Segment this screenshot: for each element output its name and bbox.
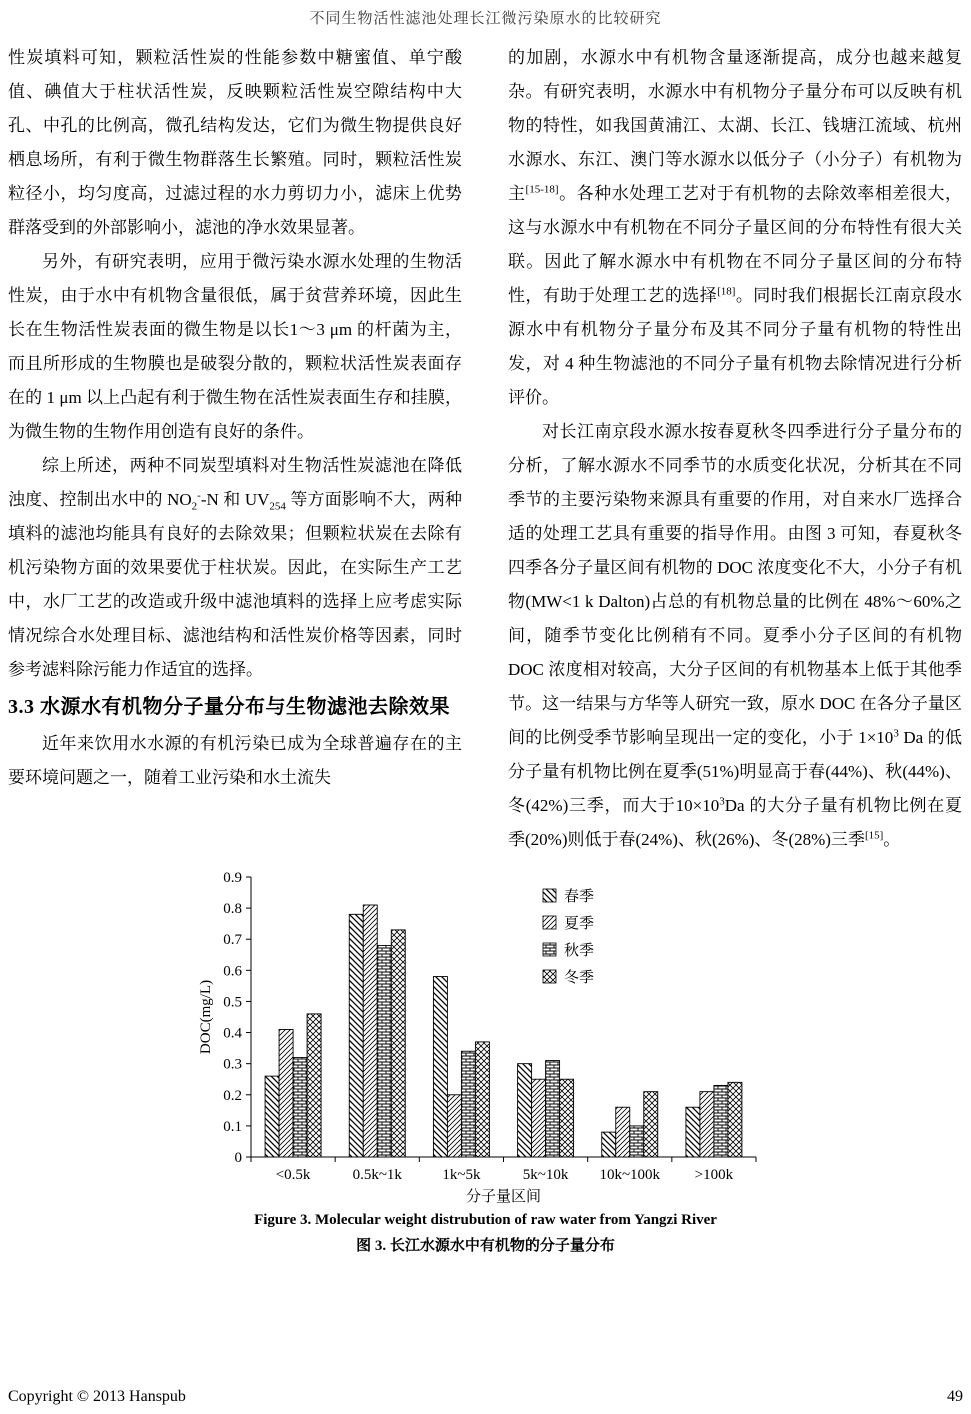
paragraph-text: 另外，有研究表明，应用于微污染水源水处理的生物活性炭，由于水中有机物含量很低，属于贫营养环境，因此生长在生物活性炭表面的微生物是以长1～3 μm 的杆菌为主，而且所形成的生物膜也是破裂分散的，颗粒状活性炭表面存在的 1 μm 以上凸起有利于微生物在活性炭表面生存和挂膜，为微生物的生物作用创造有良好的条件。	[8, 252, 462, 441]
figure-3	[0, 869, 971, 1255]
chart-plot-area	[198, 870, 756, 1204]
svg-text:0.4: 0.4	[222, 1025, 242, 1042]
page-number: 49	[947, 1388, 963, 1405]
svg-text:0.6: 0.6	[222, 963, 242, 980]
figure-caption-en: Figure 3. Molecular weight distrubution of raw water from Yangzi River	[254, 1212, 717, 1228]
left-column	[8, 41, 462, 857]
section-heading: 3.3 水源水有机物分子量分布与生物滤池去除效果	[8, 696, 450, 718]
svg-text:0.5k~1k: 0.5k~1k	[352, 1167, 402, 1183]
svg-text:冬季: 冬季	[563, 970, 594, 986]
svg-text:5k~10k: 5k~10k	[522, 1167, 568, 1183]
running-head: 不同生物活性滤池处理长江微污染原水的比较研究	[309, 11, 662, 27]
svg-text:0.5: 0.5	[222, 994, 242, 1011]
paragraph-text: 的加剧，水源水中有机物含量逐渐提高，成分也越来越复杂。有研究表明，水源水中有机物分子量分布可以反映有机物的特性，如我国黄浦江、太湖、长江、钱塘江流域、杭州水源水、东江、澳门等水源水以低分子（小分子）有机物为主[15-18]。各种水处理工艺对于有机物的去除效率相差很大，这与水源水中有机物在不同分子量区间的分布特性有很大关联。因此了解水源水中有机物在不同分子量区间的分布特性，有助于处理工艺的选择[18]。同时我们根据长江南京段水源水中有机物分子量分布及其不同分子量有机物的特性出发，对 4 种生物滤池的不同分子量有机物去除情况进行分析评价。	[508, 48, 963, 407]
svg-text:10k~100k: 10k~100k	[598, 1167, 660, 1183]
svg-text:0.7: 0.7	[222, 932, 242, 949]
paragraph-text: 综上所述，两种不同炭型填料对生物活性炭滤池在降低浊度、控制出水中的 $NO_2^--N$ 和 $UV_{254}$ 等方面影响不大，两种填料的滤池均能具有良好的去除效果；但颗粒状炭在去除有机污染物方面的效果要优于柱状炭。因此，在实际生产工艺中，水厂工艺的改造或升级中滤池填料的选择上应考虑实际情况综合水处理目标、滤池结构和活性炭价格等因素，同时参考滤料除污能力作适宜的选择。	[8, 456, 463, 679]
svg-text:0.1: 0.1	[222, 1118, 242, 1135]
svg-text:春季: 春季	[563, 889, 594, 905]
paragraph-text: 近年来饮用水水源的有机污染已成为全球普遍存在的主要环境问题之一，随着工业污染和水土流失	[8, 734, 462, 787]
two-column-body	[0, 28, 971, 857]
svg-text:DOC(mg/L): DOC(mg/L)	[197, 979, 214, 1055]
svg-text:<0.5k: <0.5k	[275, 1167, 310, 1183]
svg-text:0.3: 0.3	[222, 1056, 242, 1073]
copyright-text: Copyright © 2013 Hanspub	[8, 1388, 186, 1405]
right-column	[508, 41, 962, 857]
svg-text:0.8: 0.8	[222, 901, 242, 918]
svg-text:>100k: >100k	[694, 1167, 733, 1183]
page-footer	[8, 1388, 963, 1406]
paragraph-text: 性炭填料可知，颗粒活性炭的性能参数中糖蜜值、单宁酸值、碘值大于柱状活性炭，反映颗粒活性炭空隙结构中大孔、中孔的比例高，微孔结构发达，它们为微生物提供良好栖息场所，有利于微生物群落生长繁殖。同时，颗粒活性炭粒径小，均匀度高，过滤过程的水力剪切力小，滤床上优势群落受到的外部影响小，滤池的净水效果显著。	[8, 48, 462, 237]
svg-text:分子量区间: 分子量区间	[465, 1189, 541, 1204]
svg-text:0.9: 0.9	[222, 870, 242, 886]
figure-caption-zh: 图 3. 长江水源水中有机物的分子量分布	[356, 1238, 615, 1254]
svg-text:0.2: 0.2	[222, 1087, 242, 1104]
svg-text:1k~5k: 1k~5k	[441, 1167, 480, 1183]
bar-chart	[196, 869, 776, 1204]
svg-text:秋季: 秋季	[563, 943, 594, 959]
svg-text:夏季: 夏季	[563, 916, 594, 932]
svg-text:0: 0	[234, 1150, 242, 1166]
paragraph-text: 对长江南京段水源水按春夏秋冬四季进行分子量分布的分析，了解水源水不同季节的水质变化状况，分析其在不同季节的主要污染物来源具有重要的作用，对自来水厂选择合适的处理工艺具有重要的指导作用。由图 3 可知，春夏秋冬四季各分子量区间有机物的 DOC 浓度变化不大，小分子有机物(MW<1 k Dalton)占总的有机物总量的比例在 48%～60%之间，随季节变化比例稍有不同。夏季小分子区间的有机物DOC 浓度相对较高，大分子区间的有机物基本上低于其他季节。这一结果与方华等人研究一致，原水 DOC 在各分子量区间的比例受季节影响呈现出一定的变化，小于 $1\times 10^3$ Da 的低分子量有机物比例在夏季(51%)明显高于春(44%)、秋(44%)、冬(42%)三季，而大于$10\times 10^3Da$ 的大分子量有机物比例在夏季(20%)则低于春(24%)、秋(26%)、冬(28%)三季[15]。	[508, 422, 962, 849]
